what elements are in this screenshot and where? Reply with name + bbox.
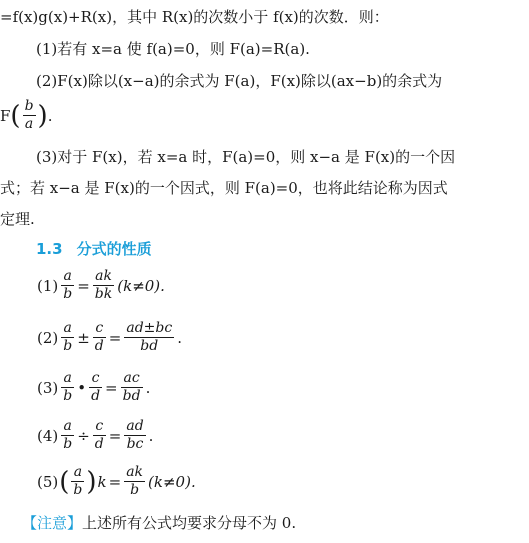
formula-label: (1) (37, 276, 59, 295)
fraction (61, 418, 74, 453)
numerator: a (63, 268, 72, 284)
formula-label: (3) (37, 378, 59, 397)
section-heading (0, 238, 529, 259)
numerator: c (91, 370, 100, 386)
operator: ± (77, 328, 90, 347)
fraction-numerator: b (24, 98, 34, 114)
fraction (124, 464, 145, 499)
equals: = (77, 276, 90, 295)
property-item-3-line-3: 定理. (0, 210, 35, 228)
fraction (124, 418, 145, 453)
formula-label: (2) (37, 328, 59, 347)
f-symbol: F (0, 106, 11, 125)
denominator: d (91, 388, 101, 404)
numerator: ak (126, 464, 144, 480)
note (0, 512, 529, 533)
denominator: b (73, 482, 83, 498)
denominator: bd (122, 388, 141, 404)
denominator: b (63, 338, 73, 354)
property-item-2: (2)F(x)除以(x−a)的余式为 F(a)，F(x)除以(ax−b)的余式为 (36, 72, 443, 90)
denominator: b (124, 481, 145, 499)
condition: (k≠0). (148, 472, 196, 491)
note-tag: 【注意】 (22, 514, 83, 532)
fraction (89, 370, 102, 405)
formula-3 (0, 370, 529, 405)
denominator: bk (94, 286, 113, 302)
denominator: d (94, 436, 104, 452)
formula-4 (0, 418, 529, 453)
property-item-3-line-2: 式；若 x−a 是 F(x)的一个因式，则 F(a)=0，也将此结论称为因式 (0, 179, 448, 197)
numerator: a (63, 370, 72, 386)
condition: (k≠0). (117, 276, 165, 295)
formula-label: (4) (37, 426, 59, 445)
property-item-3-line-1: (3)对于 F(x)，若 x=a 时，F(a)=0，则 x−a 是 F(x)的一个因 (36, 148, 456, 166)
fraction (61, 268, 74, 303)
operator: ÷ (77, 426, 90, 445)
period: . (177, 328, 182, 347)
numerator: a (63, 320, 72, 336)
fraction (93, 418, 106, 453)
section-number: 1.3 (36, 240, 63, 258)
denominator: b (63, 388, 73, 404)
fraction-denominator: a (23, 115, 36, 133)
fraction-b-over-a (23, 98, 36, 133)
denominator: b (63, 286, 73, 302)
fraction (71, 464, 84, 499)
right-paren: ) (86, 466, 97, 497)
period: . (148, 426, 154, 445)
text-line-1: =f(x)g(x)+R(x)，其中 R(x)的次数小于 f(x)的次数．则： (0, 8, 389, 26)
property-item-2-continued (0, 98, 529, 133)
left-paren: ( (10, 100, 21, 131)
numerator: c (95, 418, 104, 434)
fraction (93, 268, 114, 303)
fraction (61, 320, 74, 355)
variable-k: k (97, 472, 107, 491)
section-title: 分式的性质 (76, 240, 152, 258)
period: . (145, 378, 151, 397)
equals: = (108, 328, 122, 347)
left-paren: ( (59, 466, 70, 497)
denominator: b (63, 436, 73, 452)
formula-5 (0, 464, 529, 499)
denominator: d (94, 338, 104, 354)
right-paren: ) (37, 100, 48, 131)
numerator: ac (123, 370, 140, 386)
formula-label: (5) (37, 472, 59, 491)
equals: = (108, 426, 122, 445)
numerator: a (63, 418, 72, 434)
numerator: ad (126, 418, 144, 434)
numerator: ak (95, 268, 112, 284)
fraction (124, 320, 174, 355)
numerator: ad±bc (126, 320, 173, 336)
fraction (93, 320, 106, 355)
property-item-1: (1)若有 x=a 使 f(a)=0，则 F(a)=R(a). (36, 40, 310, 58)
fraction (61, 370, 74, 405)
formula-1 (0, 268, 529, 303)
denominator: bc (124, 435, 145, 453)
equals: = (108, 472, 122, 491)
equals: = (105, 378, 118, 397)
fraction (121, 370, 143, 405)
denominator: bd (124, 337, 174, 355)
numerator: c (95, 320, 104, 336)
formula-2 (0, 320, 529, 355)
operator: • (77, 378, 87, 397)
numerator: a (73, 464, 83, 480)
period: . (47, 106, 53, 125)
note-text: 上述所有公式均要求分母不为 0. (82, 514, 297, 532)
